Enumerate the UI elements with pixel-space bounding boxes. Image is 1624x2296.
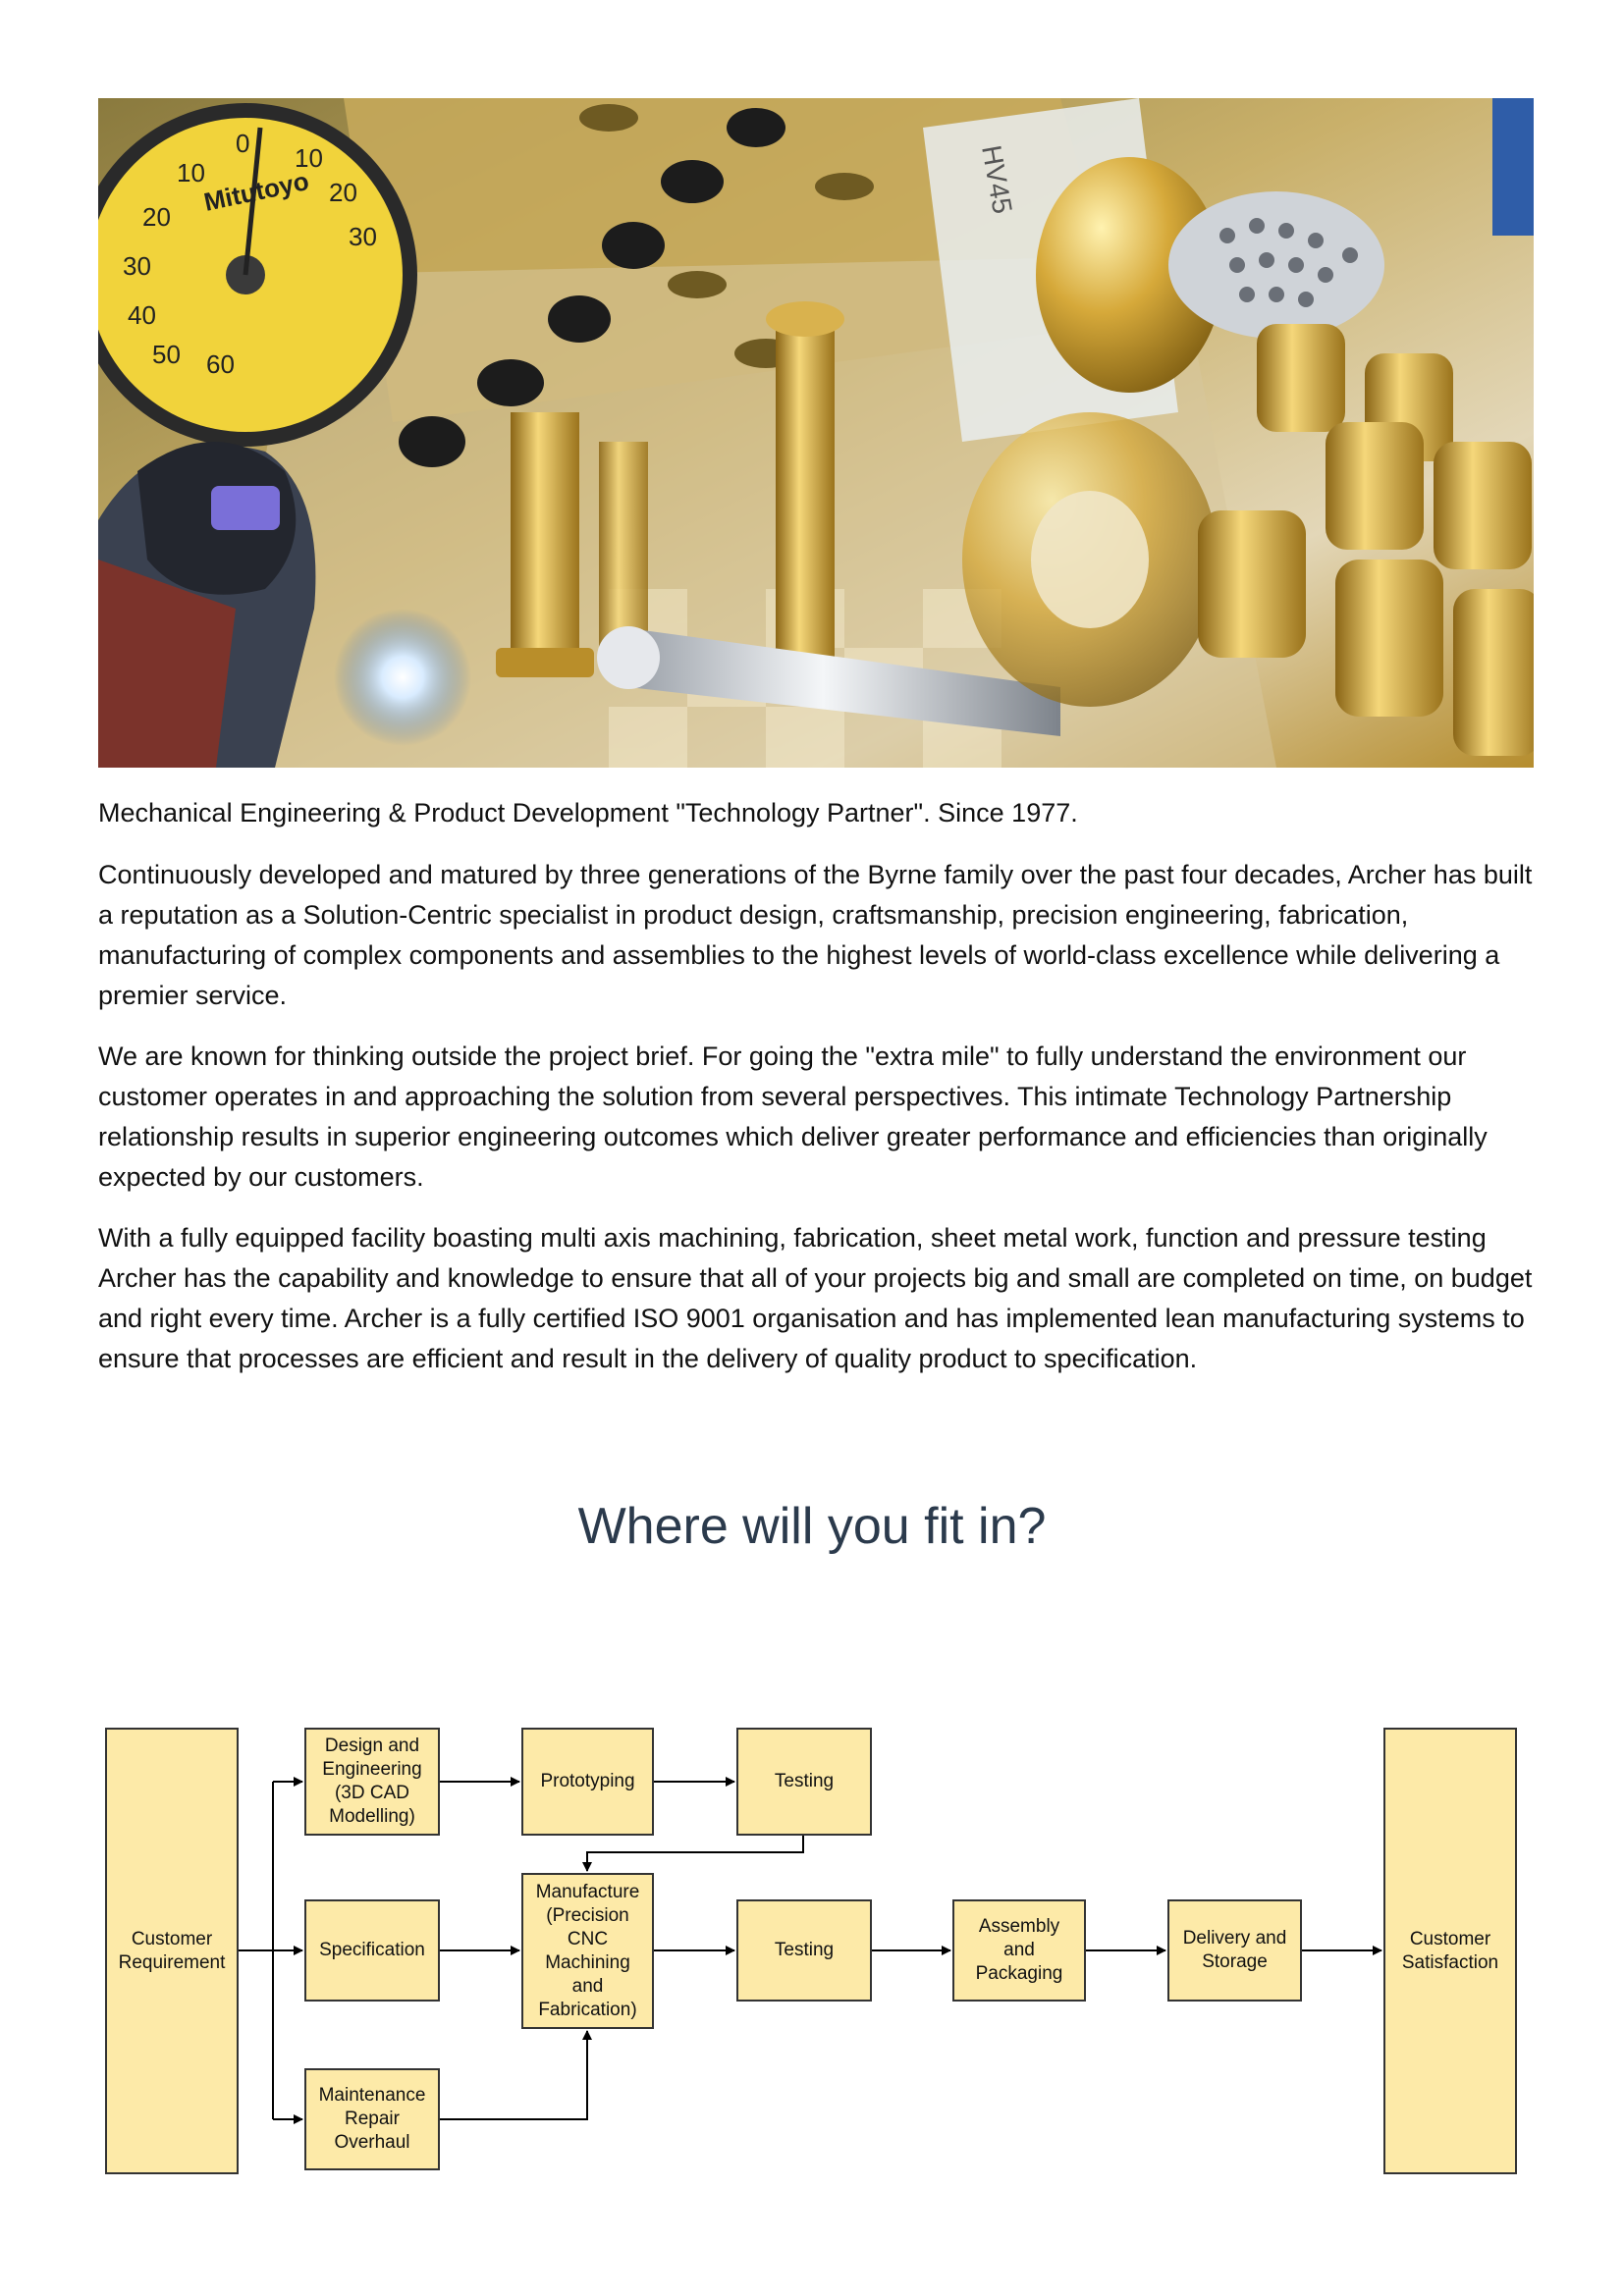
box-maintenance-repair-overhaul: Maintenance Repair Overhaul bbox=[304, 2068, 440, 2170]
section-heading: Where will you fit in? bbox=[577, 1498, 1047, 1555]
box-specification: Specification bbox=[304, 1899, 440, 2002]
svg-text:50: 50 bbox=[152, 340, 181, 369]
svg-text:10: 10 bbox=[177, 158, 205, 187]
box-assembly-packaging: Assembly and Packaging bbox=[952, 1899, 1086, 2002]
arrow-testing-to-manufacture bbox=[587, 1836, 803, 1871]
box-testing-middle: Testing bbox=[736, 1899, 872, 2002]
arrow-maintenance-to-manufacture bbox=[440, 2031, 587, 2119]
svg-text:20: 20 bbox=[329, 178, 357, 207]
tagline: Mechanical Engineering & Product Development "Technology Partner". Since 1977. bbox=[98, 798, 1078, 828]
svg-text:HV45: HV45 bbox=[976, 142, 1018, 217]
box-delivery-storage: Delivery and Storage bbox=[1167, 1899, 1302, 2002]
svg-text:30: 30 bbox=[123, 251, 151, 281]
intro-paragraph-2: We are known for thinking outside the project brief. For going the "extra mile" to fully understand the environment our customer operates in and approaching the solution from several perspectives. This intimate Technology Partnership relationship results in superior engineering outcomes which deliver greater performance and efficiencies than originally expected by our customers. bbox=[98, 1041, 1488, 1192]
box-prototyping: Prototyping bbox=[521, 1728, 654, 1836]
box-manufacture: Manufacture (Precision CNC Machining and Fabrication) bbox=[521, 1873, 654, 2029]
svg-text:40: 40 bbox=[128, 300, 156, 330]
svg-text:20: 20 bbox=[142, 202, 171, 232]
box-customer-satisfaction: Customer Satisfaction bbox=[1383, 1728, 1517, 2174]
svg-text:10: 10 bbox=[295, 143, 323, 173]
svg-text:0: 0 bbox=[236, 129, 250, 158]
svg-text:Mitutoyo: Mitutoyo bbox=[201, 166, 312, 217]
hero-image bbox=[98, 98, 1534, 768]
box-customer-requirement: Customer Requirement bbox=[105, 1728, 239, 2174]
svg-text:60: 60 bbox=[206, 349, 235, 379]
svg-text:30: 30 bbox=[349, 222, 377, 251]
intro-paragraph-3: With a fully equipped facility boasting multi axis machining, fabrication, sheet metal work, function and pressure testing Archer has the capability and knowledge to ensure that all of your projects big and small are completed on time, on budget and right every time. Archer is a fully certified ISO 9001 organisation and has implemented lean manufacturing systems to ensure that processes are efficient and result in the delivery of quality product to specification. bbox=[98, 1223, 1533, 1373]
process-flowchart bbox=[98, 1723, 1532, 2174]
intro-paragraph-1: Continuously developed and matured by three generations of the Byrne family over the past four decades, Archer has built a reputation as a Solution-Centric specialist in product design, craftsmanship, precision engineering, fabrication, manufacturing of complex components and assemblies to the highest levels of world-class excellence while delivering a premier service. bbox=[98, 860, 1533, 1010]
box-design-engineering: Design and Engineering (3D CAD Modelling) bbox=[304, 1728, 440, 1836]
box-testing-top: Testing bbox=[736, 1728, 872, 1836]
